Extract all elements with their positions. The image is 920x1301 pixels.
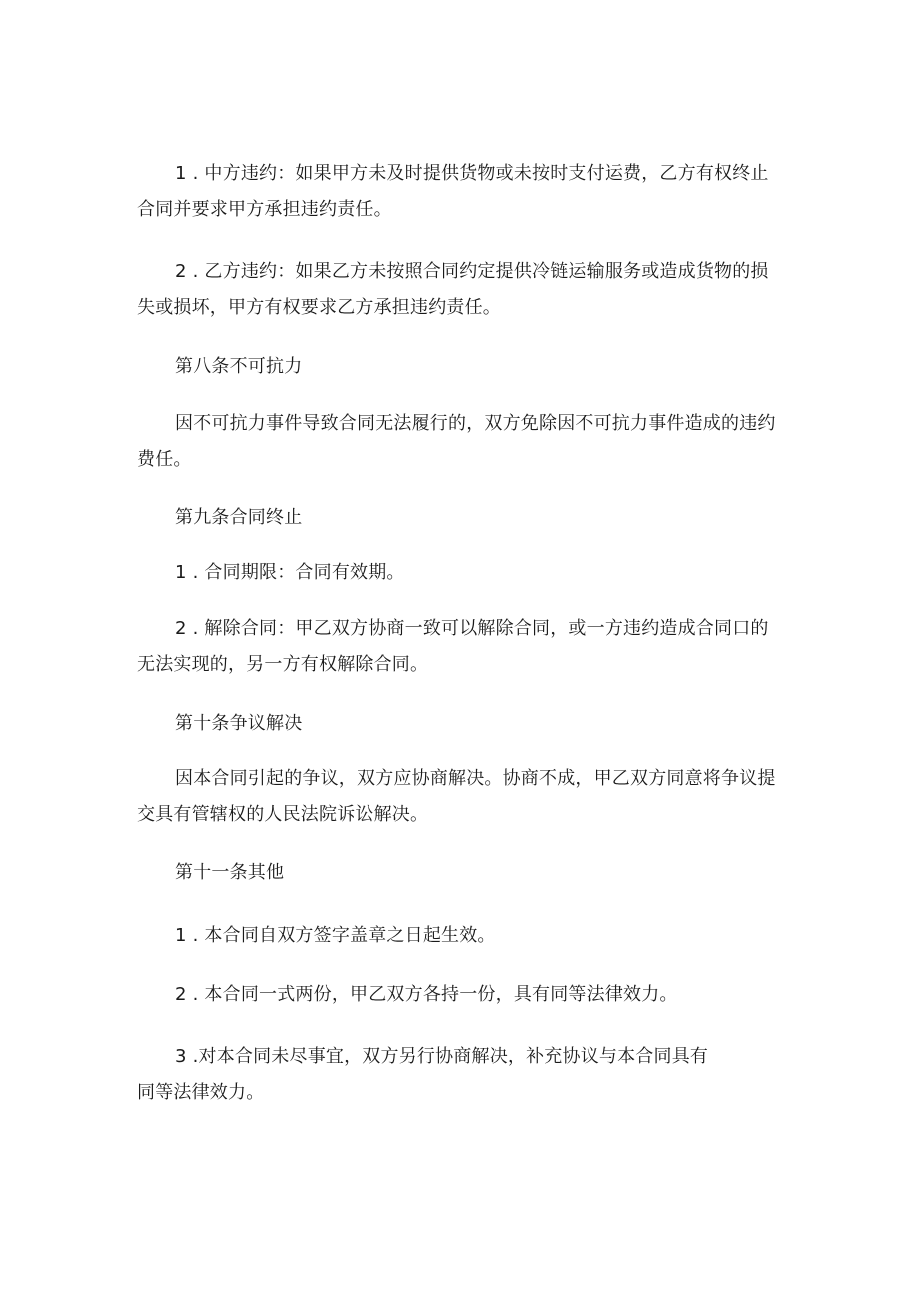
clause-force-majeure — [137, 406, 787, 478]
clause-copies — [137, 977, 787, 1013]
paragraph-line: 交具有管辖权的人民法院诉讼解决。 — [137, 804, 429, 825]
paragraph-line: 2 . 乙方违约：如果乙方未按照合同约定提供冷链运输服务或造成货物的损 — [175, 261, 769, 282]
section-heading: 第八条不可抗力 — [175, 356, 303, 377]
paragraph-line: 无法实现的，另一方有权解除合同。 — [137, 654, 429, 675]
paragraph-line: 合同并要求甲方承担违约责任。 — [137, 199, 392, 220]
paragraph-line: 2 . 解除合同：甲乙双方协商一致可以解除合同，或一方违约造成合同口的 — [175, 618, 769, 639]
clause-breach-party-b — [137, 254, 787, 326]
paragraph-line: 因本合同引起的争议，双方应协商解决。协商不成，甲乙双方同意将争议提 — [175, 768, 776, 789]
section-heading-force-majeure — [137, 349, 787, 385]
section-heading-termination — [137, 500, 787, 536]
paragraph-line: 失或损坏，甲方有权要求乙方承担违约责任。 — [137, 297, 501, 318]
paragraph-line: 1 . 本合同自双方签字盖章之日起生效。 — [175, 925, 496, 946]
paragraph-line: 费任。 — [137, 449, 192, 470]
section-heading: 第九条合同终止 — [175, 507, 303, 528]
section-heading: 第十一条其他 — [175, 862, 285, 883]
paragraph-line: 因不可抗力事件导致合同无法履行的，双方免除因不可抗力事件造成的违约 — [175, 413, 776, 434]
clause-effective-date — [137, 918, 787, 954]
clause-rescission — [137, 611, 787, 683]
clause-contract-term — [137, 555, 787, 591]
clause-supplementary — [137, 1039, 737, 1111]
section-heading-other — [137, 855, 787, 891]
clause-breach-party-a — [137, 156, 787, 228]
paragraph-line: 2 . 本合同一式两份，甲乙双方各持一份，具有同等法律效力。 — [175, 984, 678, 1005]
paragraph-line: 同等法律效力。 — [137, 1082, 265, 1103]
paragraph-line: 3 .对本合同未尽事宜，双方另行协商解决，补充协议与本合同具有 — [175, 1046, 709, 1067]
section-heading-dispute — [137, 706, 787, 742]
section-heading: 第十条争议解决 — [175, 713, 303, 734]
clause-dispute-resolution — [137, 761, 787, 833]
paragraph-line: 1 . 合同期限：合同有效期。 — [175, 562, 405, 583]
paragraph-line: 1 . 中方违约：如果甲方未及时提供货物或未按时支付运费，乙方有权终止 — [175, 163, 769, 184]
